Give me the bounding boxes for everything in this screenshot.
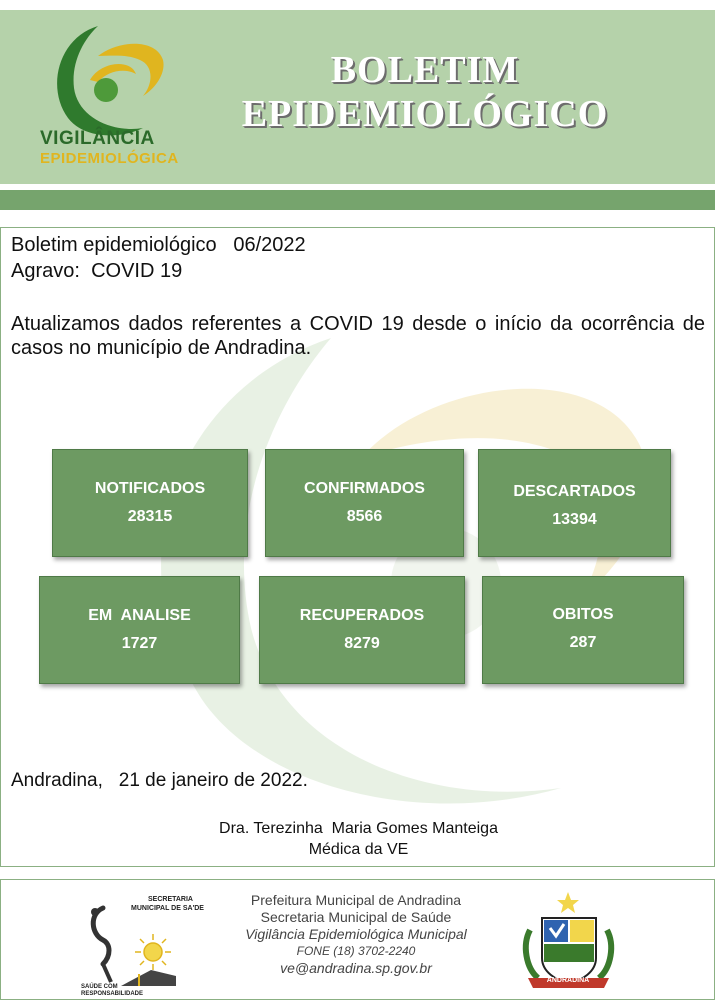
stat-value: 8566: [346, 508, 383, 525]
bulletin-id: [11, 234, 306, 257]
stat-card-obitos: [482, 576, 684, 684]
intro-paragraph: Atualizamos dados referentes a COVID 19 desde o início da ocorrência de casos no município de Andradina.: [11, 313, 705, 359]
stat-card-notificados: [52, 449, 248, 557]
agravo-value: COVID 19: [91, 260, 183, 282]
left-logo-line2: MUNICIPAL DE SA'DE: [131, 905, 204, 912]
stat-value: 287: [569, 634, 597, 651]
stat-label: EM ANALISE: [88, 607, 191, 624]
footer-phone: FONE (18) 3702-2240: [296, 944, 416, 958]
footer: [0, 879, 715, 1000]
doctor-role: Médica da VE: [308, 841, 409, 858]
page-title: [215, 48, 635, 136]
logo-text-epidemiologica: EPIDEMIOLÓGICA: [40, 150, 179, 167]
header-stripe: [0, 190, 715, 210]
date-line: [11, 770, 308, 792]
stat-card-recuperados: [259, 576, 465, 684]
footer-email: ve@andradina.sp.gov.br: [280, 960, 432, 976]
left-logo-line1: SECRETARIA: [148, 896, 193, 903]
date-place: Andradina,: [11, 770, 103, 791]
stat-card-confirmados: [265, 449, 464, 557]
bulletin-number: 06/2022: [233, 234, 306, 256]
footer-vigilancia: Vigilância Epidemiológica Municipal: [245, 926, 467, 942]
footer-contact: [216, 892, 496, 977]
date-value: 21 de janeiro de 2022.: [118, 770, 308, 791]
stat-label: CONFIRMADOS: [304, 480, 425, 497]
stat-label: NOTIFICADOS: [94, 480, 206, 497]
title-line-2: EPIDEMIOLÓGICO: [241, 93, 609, 135]
agravo-line: [11, 260, 182, 283]
footer-prefeitura: Prefeitura Municipal de Andradina: [250, 892, 462, 908]
stat-card-descartados: [478, 449, 671, 557]
stat-label: DESCARTADOS: [513, 483, 636, 500]
stat-card-em-analise: [39, 576, 240, 684]
stat-value: 13394: [552, 511, 597, 528]
left-logo-bottom2: RESPONSABILIDADE: [81, 991, 144, 997]
stat-value: 1727: [121, 635, 158, 652]
stat-value: 8279: [344, 635, 380, 652]
agravo-label: Agravo:: [11, 260, 80, 282]
bulletin-label: Boletim epidemiológico: [11, 234, 217, 256]
logo-text-vigilancia: VIGILÂNCIA: [40, 128, 155, 149]
title-line-1: BOLETIM: [330, 49, 520, 91]
stat-value: 28315: [127, 508, 173, 525]
footer-secretaria: Secretaria Municipal de Saúde: [260, 909, 452, 925]
doctor-name: Dra. Terezinha Maria Gomes Manteiga: [219, 820, 498, 837]
stat-label: RECUPERADOS: [299, 607, 425, 624]
crest-banner: ANDRADINA: [546, 977, 590, 984]
bulletin-panel: [0, 227, 715, 867]
stat-label: OBITOS: [552, 606, 614, 623]
left-logo-bottom1: SAÚDE COM: [81, 984, 118, 990]
